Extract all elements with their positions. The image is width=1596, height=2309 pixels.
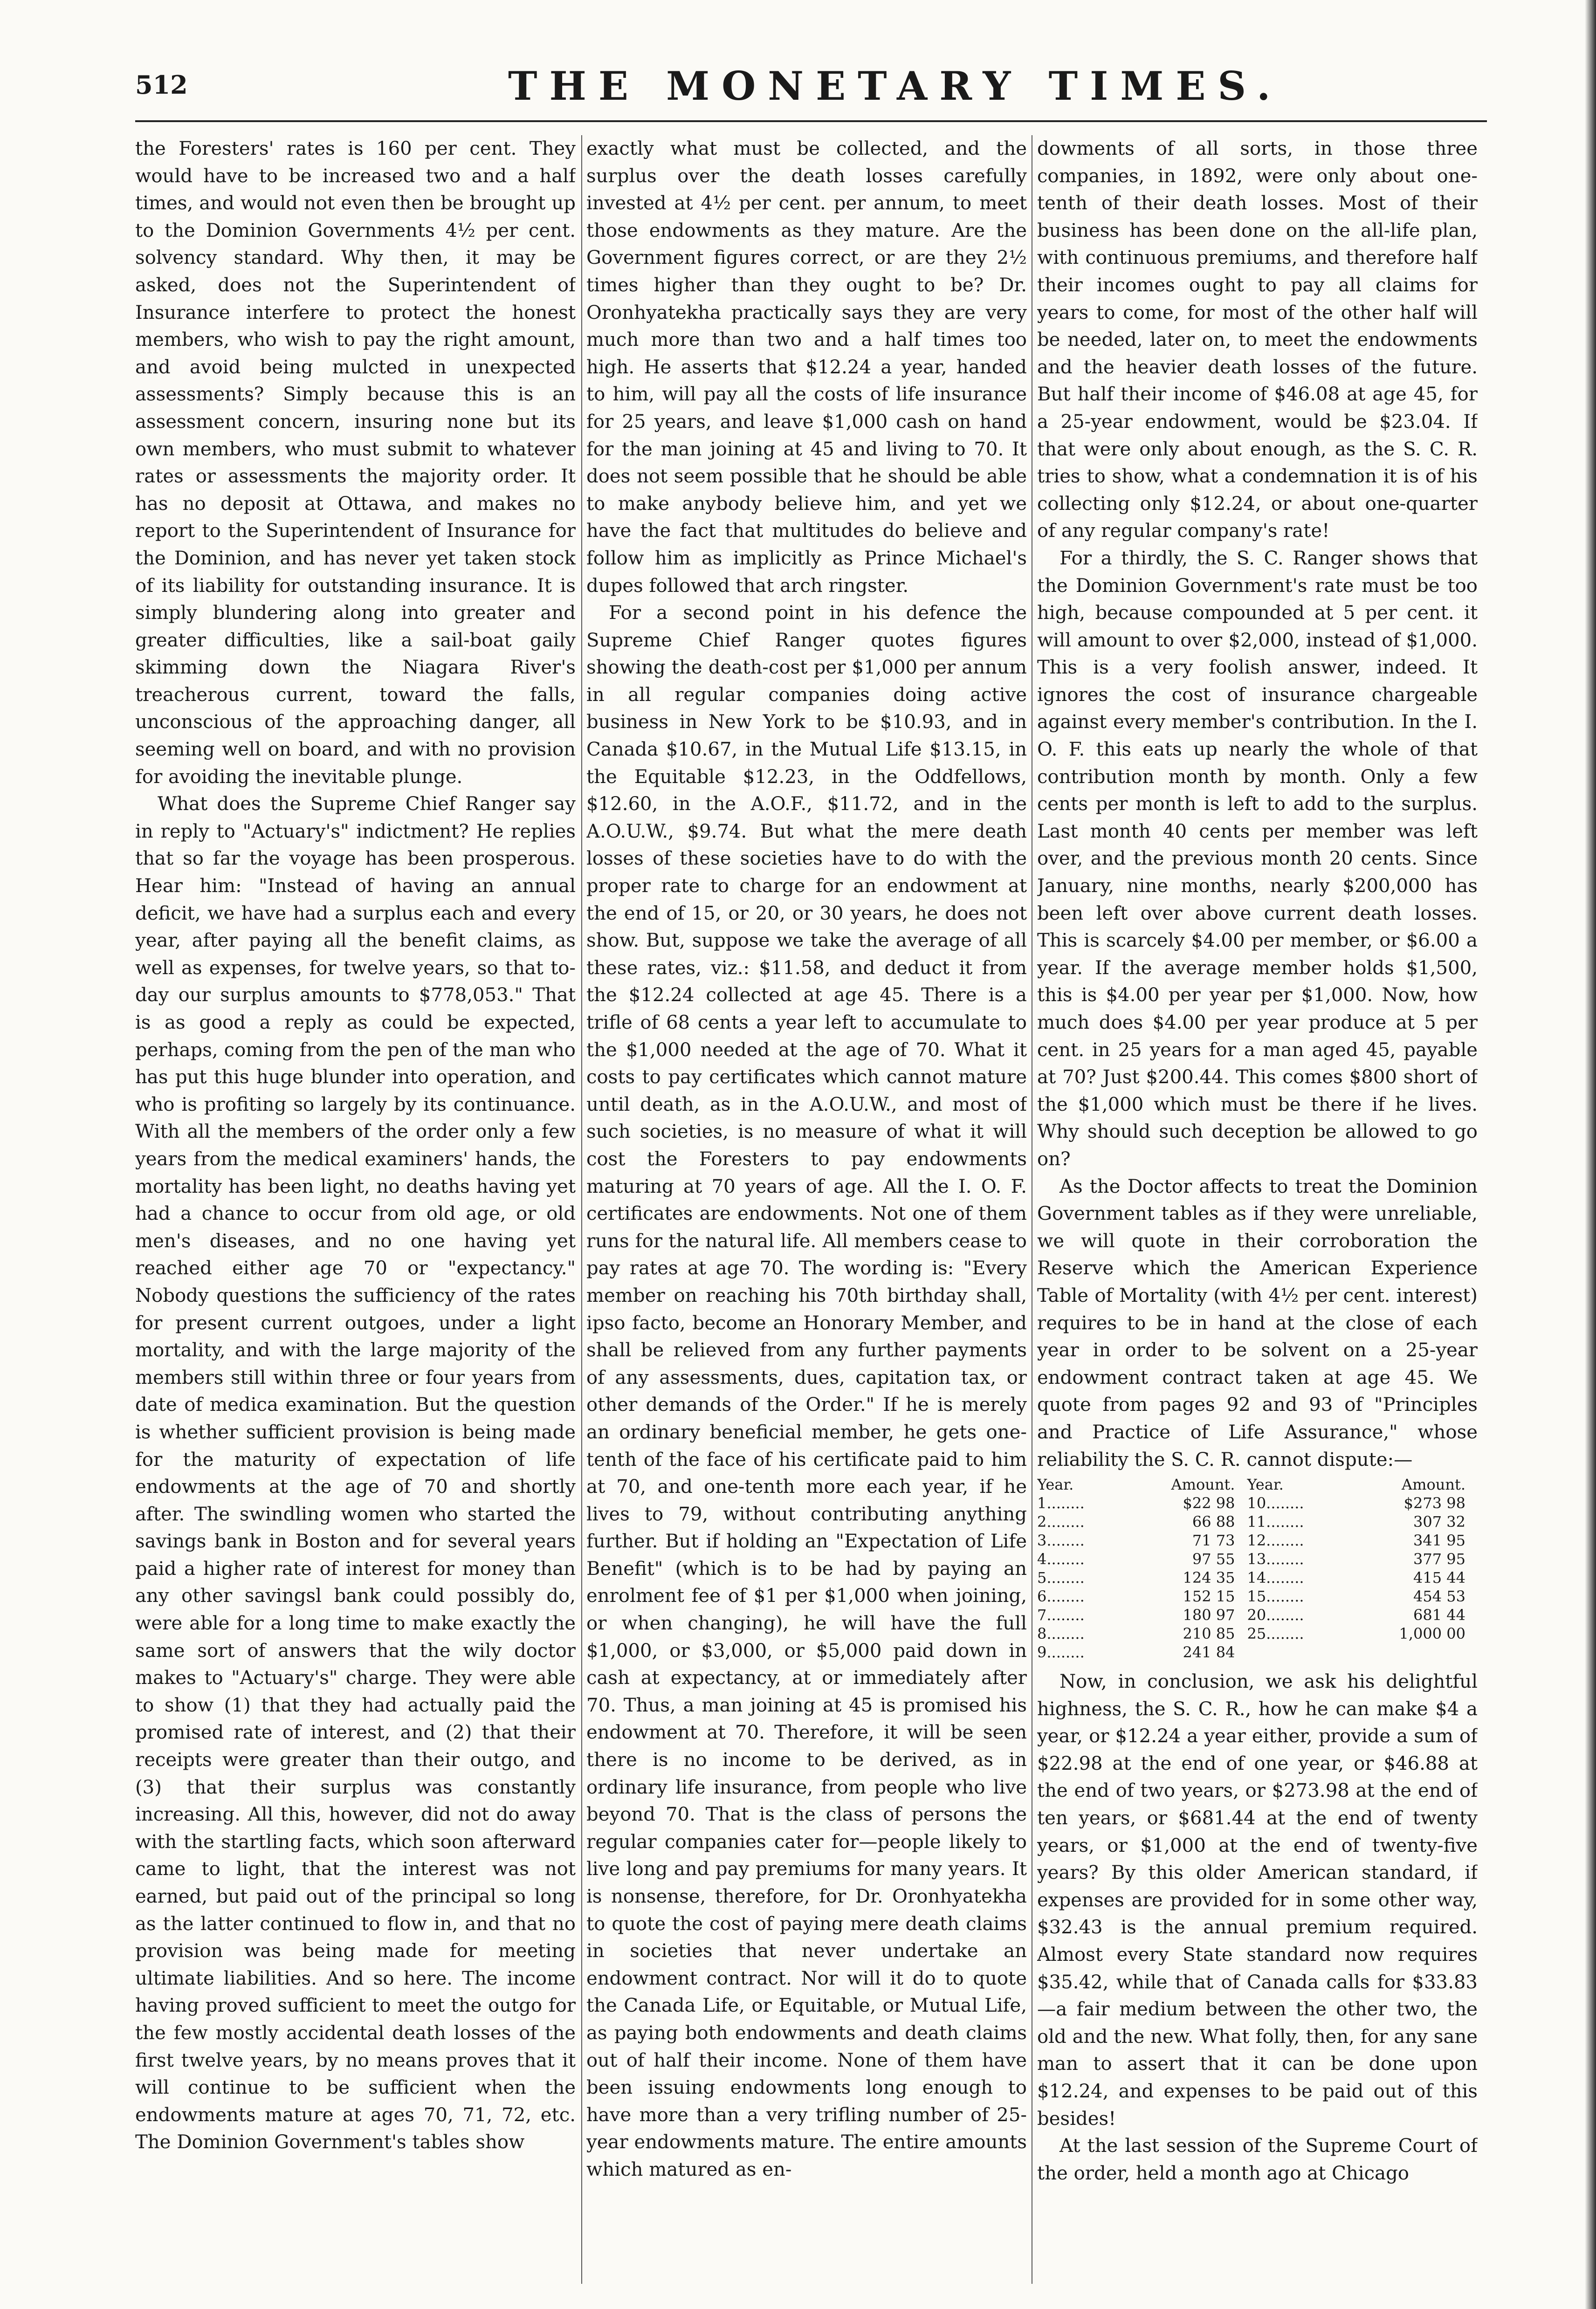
cell-year: 10........ bbox=[1247, 1494, 1304, 1512]
table-row bbox=[1037, 1550, 1478, 1568]
cell-year: 8........ bbox=[1037, 1625, 1085, 1643]
cell-year: 13........ bbox=[1247, 1550, 1304, 1568]
cell-year: 14........ bbox=[1247, 1569, 1304, 1587]
cell-amount: 152 15 bbox=[1183, 1587, 1235, 1606]
cell-year: 20........ bbox=[1247, 1606, 1304, 1624]
cell-amount: 415 44 bbox=[1413, 1569, 1465, 1587]
table-row bbox=[1037, 1643, 1478, 1662]
cell-year: 5........ bbox=[1037, 1569, 1085, 1587]
cell-year: 2........ bbox=[1037, 1513, 1085, 1531]
table-row bbox=[1037, 1587, 1478, 1606]
paragraph: What does the Supreme Chief Ranger say in reply to "Actuary's" indictment? He replies that so far the voyage has been prosperous. Hear him: "Instead of having an annual deficit, we have had a surplus each and every year, after paying all the benefit claims, as well as expenses, for twelve years, so that to-day our surplus amounts to $778,053." That is as good a reply as could be expected, perhaps, coming from the pen of the man who has put this huge blunder into operation, and who is profiting so largely by its continuance. With all the members of the order only a few years from the medical examiners' hands, the mortality has been light, no deaths having yet had a chance to occur from old age, or old men's diseases, and no one having yet reached either age 70 or "expectancy." Nobody questions the sufficiency of the rates for present current outgoes, under a light mortality, and with the large majority of the members still within three or four years from date of medica examination. But the question is whether sufficient provision is being made for the maturity of expectation of life endowments at the age of 70 and shortly after. The swindling women who started the savings bank in Boston and for several years paid a higher rate of interest for money than any other savingsl bank could possibly do, were able for a long time to make exactly the same sort of answers that the wily doctor makes to "Actuary's" charge. They were able to show (1) that they had actually paid the promised rate of interest, and (2) that their receipts were greater than their outgo, and (3) that their surplus was constantly increasing. All this, however, did not do away with the startling facts, which soon afterward came to light, that the interest was not earned, but paid out of the principal so long as the latter continued to flow in, and that no provision was being made for meeting ultimate liabilities. And so here. The income having proved sufficient to meet the outgo for the few mostly accidental death losses of the first twelve years, by no means proves that it will continue to be sufficient when the endowments mature at ages 70, 71, 72, etc. The Dominion Government's tables show bbox=[135, 793, 576, 2153]
column-3 bbox=[1037, 135, 1478, 2288]
paragraph: dowments of all sorts, in those three companies, in 1892, were only about one-tenth of their death losses. Most of their business has been done on the all-life plan, with continuous premiums, and therefore half their incomes ought to pay all claims for years to come, for most of the other half will be needed, later on, to meet the endowments and the heavier death losses of the future. But half their income of $46.08 at age 45, for a 25-year endowment, would be $23.04. If that were only about enough, as the S. C. R. tries to show, what a condemnation it is of his collecting only $12.24, or about one-quarter of any regular company's rate! bbox=[1037, 138, 1478, 542]
table-row bbox=[1037, 1512, 1478, 1531]
cell-year: 12........ bbox=[1247, 1532, 1304, 1550]
table-row bbox=[1037, 1624, 1478, 1643]
page-edge-shadow bbox=[1585, 0, 1596, 2309]
cell-amount: 341 95 bbox=[1413, 1532, 1465, 1550]
column-divider bbox=[581, 135, 582, 2284]
cell-amount bbox=[1344, 1643, 1478, 1662]
cell-year: 9........ bbox=[1037, 1643, 1085, 1662]
paragraph: At the last session of the Supreme Court of the order, held a month ago at Chicago bbox=[1037, 2135, 1478, 2184]
table-row bbox=[1037, 1531, 1478, 1550]
header-year: Year. bbox=[1247, 1476, 1284, 1494]
cell-amount: 307 32 bbox=[1413, 1513, 1465, 1531]
cell-amount: 71 73 bbox=[1192, 1532, 1235, 1550]
cell-year: 4........ bbox=[1037, 1550, 1085, 1568]
paragraph: Now, in conclusion, we ask his delightful highness, the S. C. R., how he can make $4 a year, or $12.24 a year either, provide a sum of $22.98 at the end of one year, or $46.88 at the end of two years, or $273.98 at the end of ten years, or $681.44 at the end of twenty years, or $1,000 at the end of twenty-five years? By this older American standard, if expenses are provided for in some other way, $32.43 is the annual premium required. Almost every State standard now requires $35.42, while that of Canada calls for $33.83—a fair medium between the other two, the old and the new. What folly, then, for any sane man to assert that it can be done upon $12.24, and expenses to be paid out of this besides! bbox=[1037, 1671, 1478, 2130]
header-amount: Amount. bbox=[1171, 1476, 1235, 1494]
cell-year: 11........ bbox=[1247, 1513, 1304, 1531]
column-2 bbox=[586, 135, 1027, 2288]
cell-amount: $273 98 bbox=[1403, 1494, 1465, 1512]
cell-amount: $22 98 bbox=[1183, 1494, 1235, 1512]
header-amount: Amount. bbox=[1402, 1476, 1465, 1494]
page-number: 512 bbox=[135, 70, 188, 100]
header-rule bbox=[135, 120, 1487, 122]
cell-amount: 180 97 bbox=[1183, 1606, 1235, 1624]
cell-amount: 1,000 00 bbox=[1399, 1625, 1465, 1643]
cell-year bbox=[1247, 1643, 1344, 1662]
paragraph: As the Doctor affects to treat the Dominion Government tables as if they were unreliable, we will quote in their corroboration the Reserve which the American Experience Table of Mortality (with 4½ per cent. interest) requires to be in hand at the close of each year in order to be solvent on a 25-year endowment contract taken at age 45. We quote from pages 92 and 93 of "Principles and Practice of Life Assurance," whose reliability the S. C. R. cannot dispute:— bbox=[1037, 1175, 1478, 1471]
cell-amount: 210 85 bbox=[1183, 1625, 1235, 1643]
cell-amount: 681 44 bbox=[1413, 1606, 1465, 1624]
cell-amount: 66 88 bbox=[1192, 1513, 1235, 1531]
table-row bbox=[1037, 1568, 1478, 1587]
header-year: Year. bbox=[1037, 1476, 1074, 1494]
table-row bbox=[1037, 1494, 1478, 1512]
cell-amount: 97 55 bbox=[1192, 1550, 1235, 1568]
table-header-row bbox=[1037, 1475, 1478, 1494]
paragraph: exactly what must be collected, and the surplus over the death losses carefully invested at 4½ per cent. per annum, to meet those endowments as they mature. Are the Government figures correct, or are they 2½ times higher than they ought to be? Dr. Oronhyatekha practically says they are very much more than two and a half times too high. He asserts that $12.24 a year, handed to him, will pay all the costs of life insurance for 25 years, and leave $1,000 cash on hand for the man joining at 45 and living to 70. It does not seem possible that he should be able to make anybody believe him, and yet we have the fact that multitudes do believe and follow him as implicitly as Prince Michael's dupes followed that arch ringster. bbox=[586, 138, 1027, 597]
cell-year: 3........ bbox=[1037, 1532, 1085, 1550]
cell-amount: 124 35 bbox=[1183, 1569, 1235, 1587]
cell-year: 1........ bbox=[1037, 1494, 1085, 1512]
paragraph: For a second point in his defence the Supreme Chief Ranger quotes figures showing the death-cost per $1,000 per annum in all regular companies doing active business in New York to be $10.93, and in Canada $10.67, in the Mutual Life $13.15, in the Equitable $12.23, in the Oddfellows, $12.60, in the A.O.F., $11.72, and in the A.O.U.W., $9.74. But what the mere death losses of these societies have to do with the proper rate to charge for an endowment at the end of 15, or 20, or 30 years, he does not show. But, suppose we take the average of all these rates, viz.: $11.58, and deduct it from the $12.24 collected at age 45. There is a trifle of 68 cents a year left to accumulate to the $1,000 needed at the age of 70. What it costs to pay certificates which cannot mature until death, as in the A.O.U.W., and most of such societies, is no measure of what it will cost the Foresters to pay endowments maturing at 70 years of age. All the I. O. F. certificates are endowments. Not one of them runs for the natural life. All members cease to pay rates at age 70. The wording is: "Every member on reaching his 70th birthday shall, ipso facto, become an Honorary Member, and shall be relieved from any further payments of any assessments, dues, capitation tax, or other demands of the Order." If he is merely an ordinary beneficial member, he gets one-tenth of the face of his certificate paid to him at 70, and one-tenth more each year, if he lives to 79, without contributing anything further. But if holding an "Expectation of Life Benefit" (which is to be had by paying an enrolment fee of $1 per $1,000 when joining, or when changing), he will have the full $1,000, or $3,000, or $5,000 paid down in cash at expectancy, at or immediately after 70. Thus, a man joining at 45 is promised his endowment at 70. Therefore, it will be seen there is no income to be derived, as in ordinary life insurance, from people who live beyond 70. That is the class of persons the regular companies cater for—people likely to live long and pay premiums for many years. It is nonsense, therefore, for Dr. Oronhyatekha to quote the cost of paying mere death claims in societies that never undertake an endowment contract. Nor will it do to quote the Canada Life, or Equitable, or Mutual Life, as paying both endowments and death claims out of half their income. None of them have been issuing endowments long enough to have more than a very trifling number of 25-year endowments mature. The entire amounts which matured as en- bbox=[586, 602, 1027, 2180]
cell-amount: 454 53 bbox=[1413, 1587, 1465, 1606]
masthead-title: THE MONETARY TIMES. bbox=[508, 63, 1283, 109]
reserve-table bbox=[1037, 1475, 1478, 1662]
cell-year: 6........ bbox=[1037, 1587, 1085, 1606]
paragraph: For a thirdly, the S. C. Ranger shows that the Dominion Government's rate must be too high, because compounded at 5 per cent. it will amount to over $2,000, instead of $1,000. This is a very foolish answer, indeed. It ignores the cost of insurance chargeable against every member's contribution. In the I. O. F. this eats up nearly the whole of that contribution month by month. Only a few cents per month is left to add to the surplus. Last month 40 cents per member was left over, and the previous month 20 cents. Since January, nine months, nearly $200,000 has been left over above current death losses. This is scarcely $4.00 per member, or $6.00 a year. If the average member holds $1,500, this is $4.00 per year per $1,000. Now, how much does $4.00 per year produce at 5 per cent. in 25 years for a man aged 45, payable at 70? Just $200.44. This comes $800 short of the $1,000 which must be there if he lives. Why should such deception be allowed to go on? bbox=[1037, 547, 1478, 1170]
paragraph: the Foresters' rates is 160 per cent. They would have to be increased two and a half times, and would not even then be brought up to the Dominion Governments 4½ per cent. solvency standard. Why then, it may be asked, does not the Superintendent of Insurance interfere to protect the honest members, who wish to pay the right amount, and avoid being mulcted in unexpected assessments? Simply because this is an assessment concern, insuring none but its own members, who must submit to whatever rates or assessments the majority order. It has no deposit at Ottawa, and makes no report to the Superintendent of Insurance for the Dominion, and has never yet taken stock of its liability for outstanding insurance. It is simply blundering along into greater and greater difficulties, like a sail-boat gaily skimming down the Niagara River's treacherous current, toward the falls, unconscious of the approaching danger, all seeming well on board, and with no provision for avoiding the inevitable plunge. bbox=[135, 138, 576, 788]
table-row bbox=[1037, 1606, 1478, 1624]
cell-year: 25........ bbox=[1247, 1625, 1304, 1643]
column-1 bbox=[135, 135, 576, 2288]
page-header bbox=[135, 61, 1487, 112]
cell-amount: 377 95 bbox=[1413, 1550, 1465, 1568]
cell-amount: 241 84 bbox=[1183, 1643, 1235, 1662]
cell-year: 15........ bbox=[1247, 1587, 1304, 1606]
cell-year: 7........ bbox=[1037, 1606, 1085, 1624]
